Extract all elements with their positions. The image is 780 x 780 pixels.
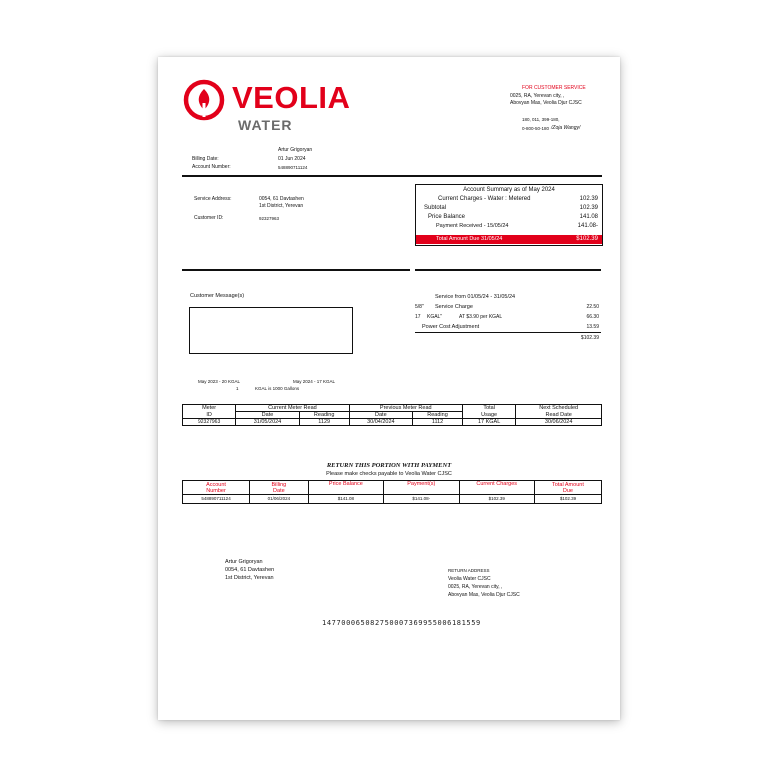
usage-rate: AT $3.90 per KGAL: [459, 314, 503, 320]
table-row: [183, 495, 602, 504]
return-address-line2: 0025, RA, Yerevan city, ,: [448, 584, 503, 590]
company-logo-word: VEOLIA: [232, 80, 351, 115]
header-total: Total: [462, 405, 515, 412]
header-next-scheduled: Next Scheduled: [516, 405, 602, 412]
customer-service-signature: /Zoja Wangy/: [551, 125, 581, 131]
stub-current-charges-value: $102.39: [459, 495, 534, 504]
header-current-date: Date: [236, 412, 300, 419]
service-charge-value: 22.50: [586, 304, 599, 310]
header-previous-reading: Reading: [413, 412, 463, 419]
stub-total-due-value: $102.39: [534, 495, 601, 504]
barcode-number: 147700065082750007369955006181559: [322, 619, 481, 627]
header-previous-date: Date: [349, 412, 413, 419]
summary-current-charges-value: 102.39: [579, 196, 598, 202]
header-current-reading: Reading: [299, 412, 349, 419]
kgal-note-number: 1: [236, 386, 239, 391]
stub-header-current-charges: Current Charges: [459, 481, 534, 495]
header-meter: Meter: [183, 405, 236, 412]
customer-service-line2: Abovyan Mas, Veolia Djur CJSC: [510, 100, 582, 106]
payment-stub-table: [182, 480, 602, 504]
customer-service-hotline: 0-800-50-180: [522, 126, 550, 131]
stub-billing-date-value: 01/06/2024: [250, 495, 309, 504]
total-due-bar: [416, 235, 602, 244]
stub-header-total-l1: Total Amount: [552, 481, 584, 488]
stub-header-account: [183, 481, 250, 495]
mailing-line1: 0054, 61 Davtashen: [225, 567, 275, 573]
payment-payable-note: Please make checks payable to Veolia Water CJSC: [326, 471, 452, 477]
meter-id-value: 92327963: [183, 419, 236, 426]
customer-message-box: [189, 307, 353, 354]
summary-payment-value: 141.08-: [577, 223, 598, 229]
charges-total-rule: [415, 332, 601, 333]
summary-price-balance-label: Price Balance: [428, 214, 466, 220]
stub-header-account-l1: Account: [206, 481, 226, 488]
service-period: Service from 01/05/24 - 31/05/24: [435, 294, 516, 300]
billing-date-value: 01 Jun 2024: [278, 156, 306, 162]
current-reading-value: 1129: [299, 419, 349, 426]
total-due-value: $102.39: [576, 236, 598, 242]
mailing-name: Artur Grigoryan: [225, 559, 263, 565]
header-divider: [182, 175, 602, 177]
stub-header-billing-l2: Date: [273, 487, 285, 494]
return-address-line3: Abovyan Mas, Veolia Djur CJSC: [448, 592, 520, 598]
stub-price-balance-value: $141.08: [308, 495, 383, 504]
usage-quantity: 17: [415, 314, 421, 320]
return-address-label: RETURN ADDRESS: [448, 568, 490, 573]
usage-last-year: May 2023 - 20 KGAL: [198, 379, 241, 384]
previous-date-value: 30/04/2024: [349, 419, 413, 426]
account-number-value: 548890711124: [278, 165, 308, 170]
usage-value: 17 KGAL: [462, 419, 515, 426]
section-divider: [182, 269, 410, 271]
customer-name: Artur Grigoryan: [278, 147, 313, 153]
summary-title: Account Summary as of May 2024: [463, 187, 555, 193]
stub-account-value: 548890711124: [183, 495, 250, 504]
stub-header-billing-date: [250, 481, 309, 495]
stub-header-payments: Payment(s): [384, 481, 459, 495]
summary-current-charges-label: Current Charges - Water : Metered: [438, 196, 531, 202]
mailing-line2: 1st District, Yerevan: [225, 575, 274, 581]
current-date-value: 31/05/2024: [236, 419, 300, 426]
next-read-date-value: 30/06/2024: [516, 419, 602, 426]
summary-payment-label: Payment Received - 15/05/24: [436, 223, 509, 229]
total-due-label: Total Amount Due 31/05/24: [436, 236, 503, 242]
service-address-line1: 0054, 61 Davtashen: [259, 196, 304, 202]
header-read-date: Read Date: [516, 412, 602, 419]
service-address-line2: 1st District, Yerevan: [259, 203, 304, 209]
charge-meter-size: 5/8": [415, 304, 424, 310]
header-meter-id: ID: [183, 412, 236, 419]
stub-header-price-balance: Price Balance: [308, 481, 383, 495]
charges-total: $102.39: [580, 335, 599, 341]
meter-read-table: [182, 404, 602, 426]
header-usage: Usage: [462, 412, 515, 419]
usage-charge-value: 66.30: [586, 314, 599, 320]
company-logo-subtitle: WATER: [238, 117, 293, 133]
stub-header-account-l2: Number: [206, 487, 226, 494]
header-previous-read: Previous Meter Read: [349, 405, 462, 412]
account-number-label: Account Number:: [192, 164, 231, 170]
customer-service-heading: FOR CUSTOMER SERVICE: [522, 85, 586, 91]
summary-price-balance-value: 141.08: [579, 214, 598, 220]
customer-id-value: 92327963: [259, 216, 280, 221]
header-current-read: Current Meter Read: [236, 405, 349, 412]
summary-subtotal-value: 102.39: [579, 205, 598, 211]
usage-this-year: May 2024 - 17 KGAL: [293, 379, 336, 384]
table-row: [183, 419, 602, 426]
veolia-logo-icon: [183, 79, 225, 121]
summary-divider: [415, 269, 601, 271]
service-charge-label: Service Charge: [435, 304, 473, 310]
stub-header-billing-l1: Billing: [271, 481, 287, 488]
customer-messages-label: Customer Message(s): [190, 293, 245, 299]
previous-reading-value: 1112: [413, 419, 463, 426]
customer-service-phones: 180, 011, 399-180,: [522, 117, 560, 122]
power-cost-label: Power Cost Adjustment: [422, 324, 480, 330]
usage-unit: KGAL": [427, 314, 443, 320]
payment-stub-title: RETURN THIS PORTION WITH PAYMENT: [326, 462, 452, 469]
stub-header-total-due: [534, 481, 601, 495]
service-address-label: Service Address:: [194, 196, 232, 202]
customer-service-line1: 0025, RA, Yerevan city, ,: [510, 93, 565, 99]
customer-id-label: Customer ID:: [194, 215, 224, 221]
bill-document: [158, 57, 620, 720]
summary-subtotal-label: Subtotal: [424, 205, 447, 211]
stub-payments-value: $141.08-: [384, 495, 459, 504]
kgal-note-text: KGAL is 1000 Gallons: [255, 386, 300, 391]
billing-date-label: Billing Date:: [192, 156, 219, 162]
stub-header-total-l2: Due: [562, 487, 573, 494]
account-summary-box: [415, 184, 603, 246]
return-address-line1: Veolia Water CJSC: [448, 576, 491, 582]
power-cost-value: 13.59: [586, 324, 599, 330]
